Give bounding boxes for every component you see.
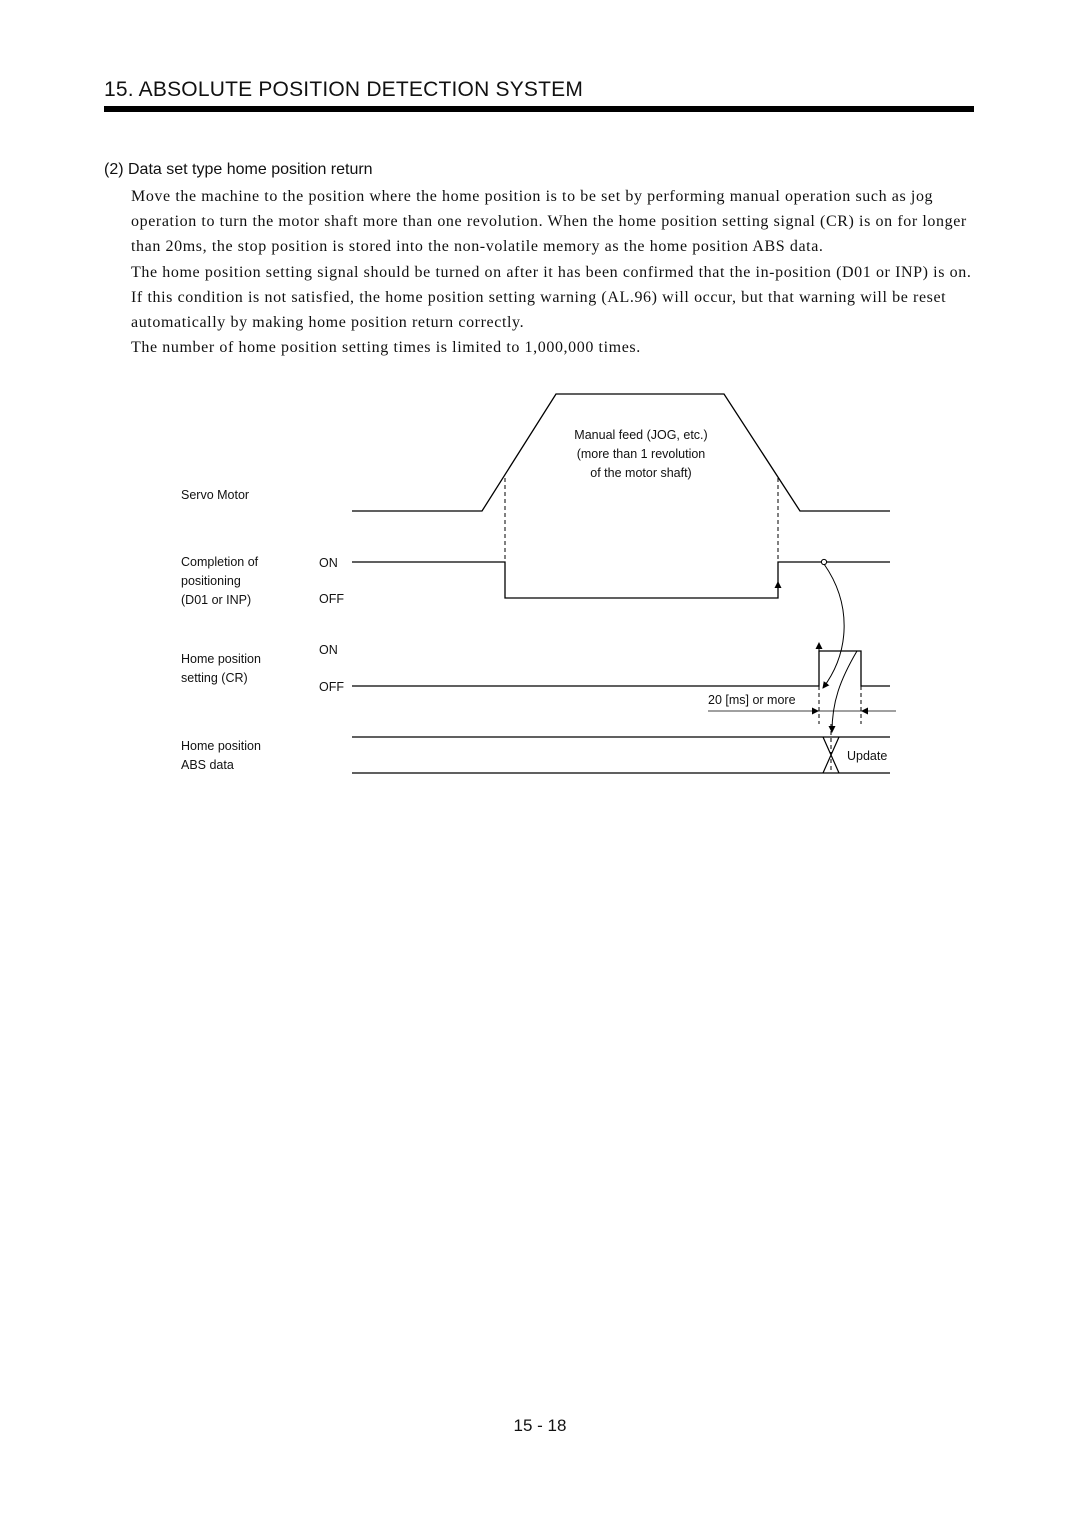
dependency-arrow-cr-to-update (832, 651, 857, 732)
chapter-title: 15. ABSOLUTE POSITION DETECTION SYSTEM (104, 78, 584, 101)
home-setting-on-label: ON (319, 643, 338, 657)
paragraph-2: The home position setting signal should be turned on after it has been confirmed that the in-position (D01 or INP) is on. If this condition is not satisfied, the home position setting warning (AL.96) will occur, but that warning will be reset automatically by making home position return correctly. (131, 263, 972, 332)
header-rule (104, 106, 974, 112)
home-setting-label-2: setting (CR) (181, 671, 248, 685)
completion-off-label: OFF (319, 592, 344, 606)
update-label: Update (847, 749, 888, 763)
paragraph-3: The number of home position setting times is limited to 1,000,000 times. (131, 339, 641, 357)
completion-label-1: Completion of (181, 555, 259, 569)
page-header (104, 78, 974, 112)
completion-on-marker (821, 559, 826, 564)
manual-feed-label-3: of the motor shaft) (590, 466, 692, 480)
section-heading: (2) Data set type home position return (104, 161, 373, 178)
completion-label-2: positioning (181, 574, 241, 588)
page-number: 15 - 18 (513, 1416, 567, 1435)
home-setting-off-label: OFF (319, 680, 344, 694)
paragraph-1: Move the machine to the position where the home position is to be set by performing manual operation such as jog operation to turn the motor shaft more than one revolution. When the home position setting signal (CR) is on for longer than 20ms, the stop position is stored into the non-volatile memory as the home position ABS data. (131, 188, 967, 256)
home-setting-waveform (352, 651, 890, 686)
timing-note-label: 20 [ms] or more (708, 693, 796, 707)
completion-waveform (352, 562, 890, 598)
abs-data-label-2: ABS data (181, 758, 234, 772)
manual-feed-label-2: (more than 1 revolution (576, 447, 706, 461)
timing-diagram (0, 380, 1080, 790)
servo-motor-label: Servo Motor (181, 488, 250, 502)
dependency-arrow-completion-to-cr (823, 564, 844, 688)
manual-feed-label-1: Manual feed (JOG, etc.) (574, 428, 708, 442)
completion-label-3: (D01 or INP) (181, 593, 252, 607)
abs-data-label-1: Home position (181, 739, 261, 753)
completion-on-label: ON (319, 556, 338, 570)
body-text (131, 184, 976, 360)
home-setting-label-1: Home position (181, 652, 261, 666)
